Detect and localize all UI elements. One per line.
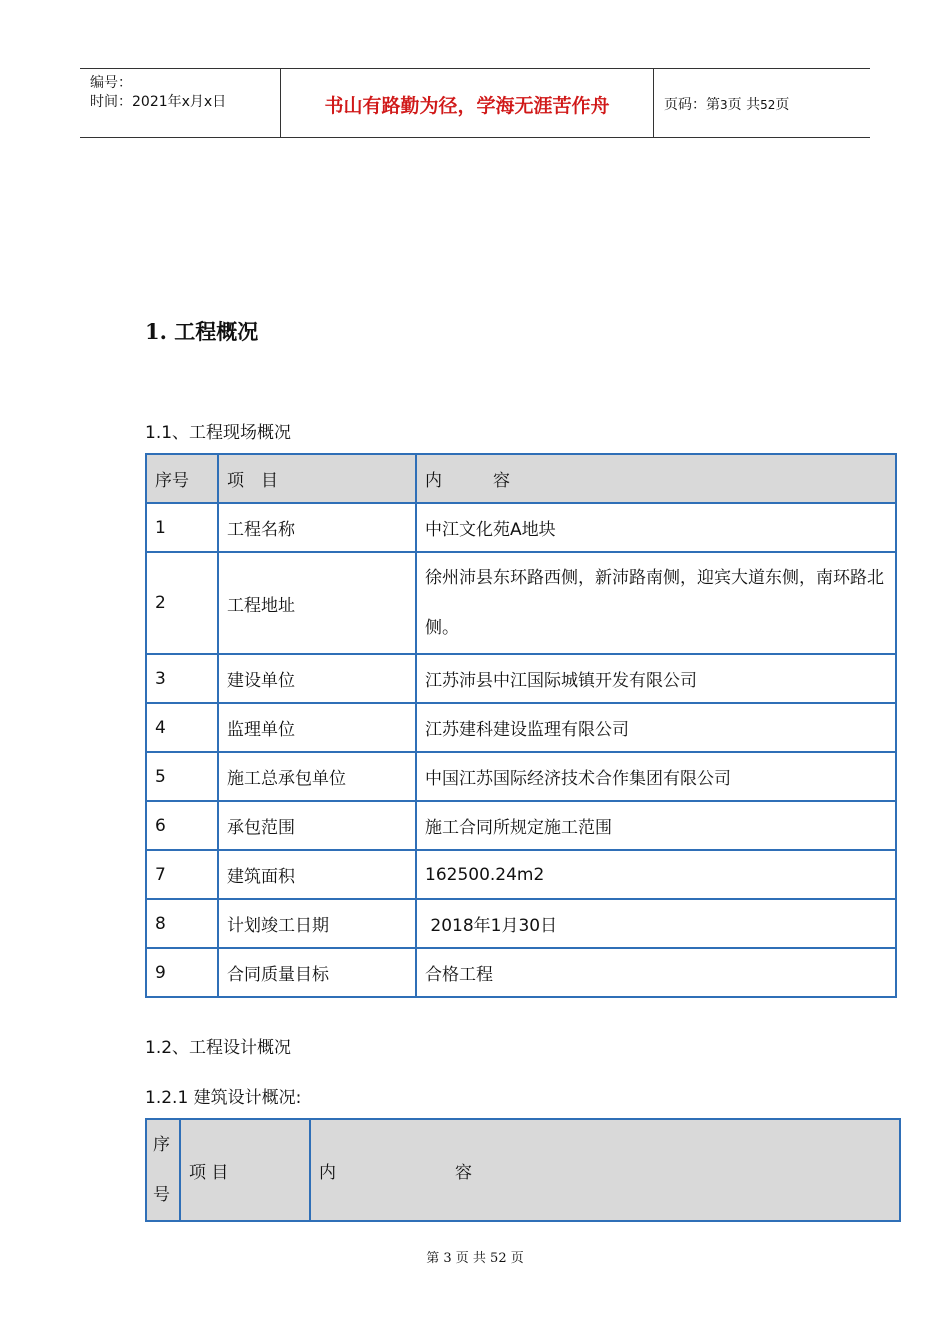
row-index: 3 [146, 654, 218, 703]
table-row [146, 503, 896, 552]
time-label: 时间：2021年x月x日 [90, 94, 227, 110]
row-content: 2018年1月30日 [416, 899, 896, 948]
motto-text: 书山有路勤为径，学海无涯苦作舟 [324, 95, 610, 117]
table-row [146, 703, 896, 752]
page-footer: 第 3 页 共 52 页 [426, 1251, 524, 1266]
page-suffix: 页 [775, 97, 790, 113]
row-item: 建设单位 [218, 654, 416, 703]
page-total: 52 [760, 98, 776, 112]
row-item: 工程地址 [218, 552, 416, 654]
table-row [146, 850, 896, 899]
table-row [146, 552, 896, 654]
row-item: 施工总承包单位 [218, 752, 416, 801]
table-header-row [146, 454, 896, 503]
row-content: 162500.24m2 [416, 850, 896, 899]
table-row [146, 654, 896, 703]
header-cell: 序号 [146, 1119, 180, 1221]
row-item: 合同质量目标 [218, 948, 416, 997]
subsection-design-overview: 1.2、工程设计概况 [145, 1038, 292, 1058]
header-cell: 序号 [146, 454, 218, 503]
row-content: 中国江苏国际经济技术合作集团有限公司 [416, 752, 896, 801]
row-content: 江苏沛县中江国际城镇开发有限公司 [416, 654, 896, 703]
row-item: 承包范围 [218, 801, 416, 850]
row-index: 1 [146, 503, 218, 552]
row-index: 5 [146, 752, 218, 801]
table-row [146, 801, 896, 850]
page-indicator [664, 94, 789, 114]
row-index: 4 [146, 703, 218, 752]
page-middle: 页 共 [727, 97, 761, 113]
table-header-row [146, 1119, 900, 1221]
section-title: 1. 工程概况 [145, 319, 259, 344]
row-index: 8 [146, 899, 218, 948]
header-cell: 内 容 [310, 1119, 900, 1221]
subsection-architecture-design: 1.2.1 建筑设计概况: [145, 1088, 302, 1108]
header-right [654, 69, 870, 137]
row-item: 建筑面积 [218, 850, 416, 899]
table-row [146, 899, 896, 948]
row-item: 计划竣工日期 [218, 899, 416, 948]
row-index: 7 [146, 850, 218, 899]
row-content: 合格工程 [416, 948, 896, 997]
row-index: 6 [146, 801, 218, 850]
row-content: 江苏建科建设监理有限公司 [416, 703, 896, 752]
page-header [80, 68, 870, 138]
subsection-site-overview: 1.1、工程现场概况 [145, 423, 292, 443]
number-label: 编号： [90, 75, 132, 91]
row-content: 徐州沛县东环路西侧，新沛路南侧，迎宾大道东侧，南环路北侧。 [416, 552, 896, 654]
row-index: 2 [146, 552, 218, 654]
table-row [146, 948, 896, 997]
header-cell: 内 容 [416, 454, 896, 503]
row-content: 中江文化苑A地块 [416, 503, 896, 552]
row-item: 工程名称 [218, 503, 416, 552]
row-content: 施工合同所规定施工范围 [416, 801, 896, 850]
row-index: 9 [146, 948, 218, 997]
header-left [80, 69, 281, 137]
page-current: 3 [720, 98, 728, 112]
header-cell: 项 目 [180, 1119, 310, 1221]
header-cell: 项 目 [218, 454, 416, 503]
page-prefix: 页码：第 [664, 97, 720, 113]
header-middle [281, 69, 654, 137]
site-overview-table [145, 453, 897, 998]
architecture-design-table [145, 1118, 901, 1222]
row-item: 监理单位 [218, 703, 416, 752]
table-row [146, 752, 896, 801]
